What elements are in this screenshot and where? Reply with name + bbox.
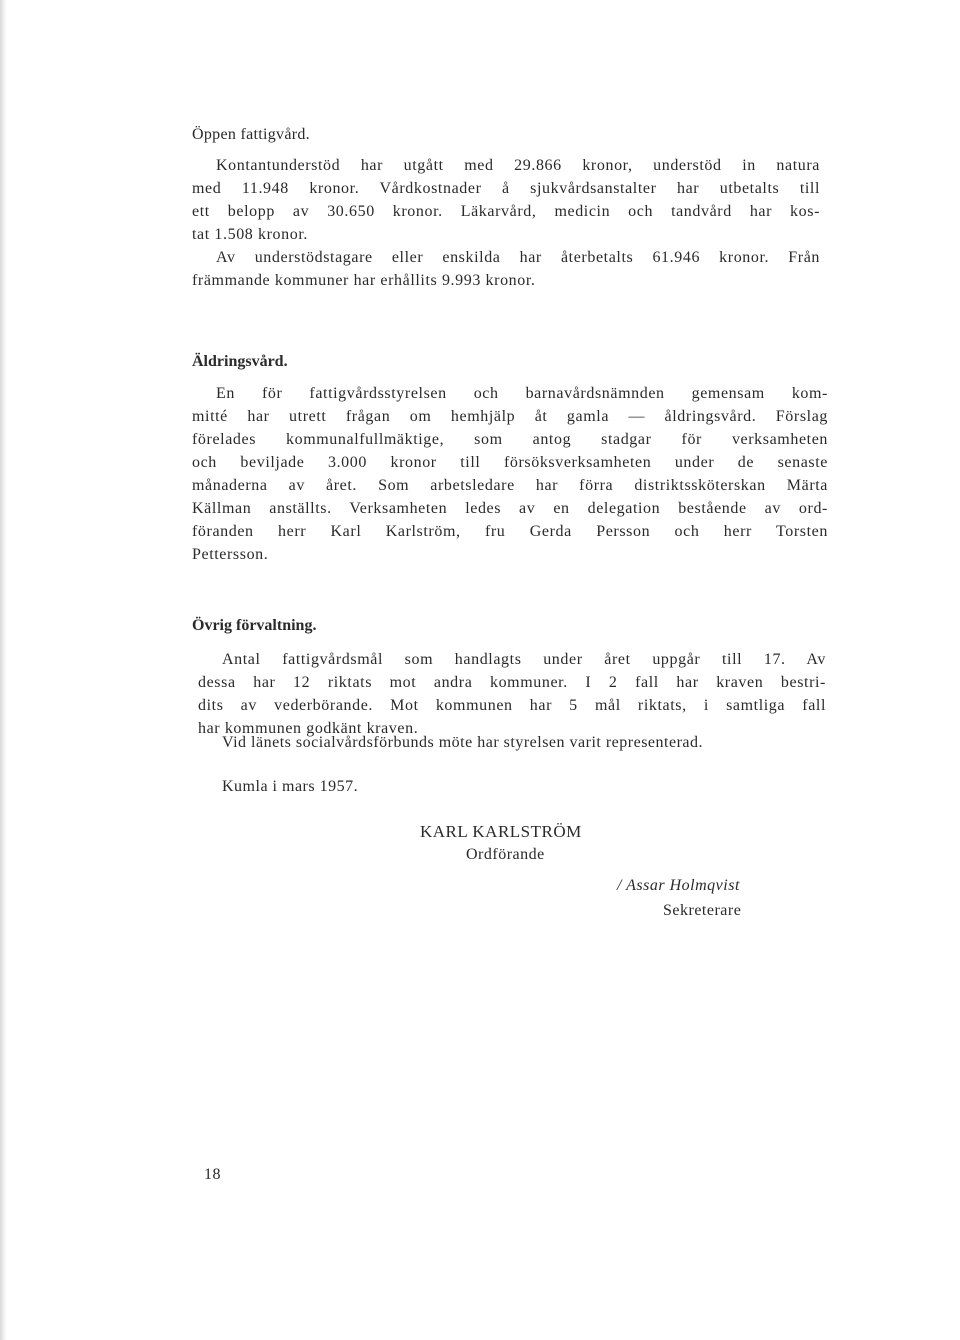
place-date: Kumla i mars 1957. xyxy=(222,778,359,795)
text-line: främmande kommuner har erhållits 9.993 kronor. xyxy=(192,272,536,289)
paragraph-oppen-fattigvard-1 xyxy=(192,154,820,246)
text-line: föranden herr Karl Karlström, fru Gerda Persson och herr Torsten xyxy=(192,523,828,540)
text-line: Av understödstagare eller enskilda har återbetalts 61.946 kronor. Från xyxy=(216,249,820,266)
text-line: med 11.948 kronor. Vårdkostnader å sjukvårdsanstalter har utbetalts till xyxy=(192,180,820,197)
text-line: månaderna av året. Som arbetsledare har förra distriktssköterskan Märta xyxy=(192,477,828,494)
text-line: dessa har 12 riktats mot andra kommuner. I 2 fall har kraven bestri- xyxy=(198,674,826,691)
heading-ovrig-forvaltning: Övrig förvaltning. xyxy=(192,617,317,634)
chair-title: Ordförande xyxy=(466,846,545,863)
text-line: En för fattigvårdsstyrelsen och barnavårdsnämnden gemensam kom- xyxy=(216,385,828,402)
text-line: ett belopp av 30.650 kronor. Läkarvård, medicin och tandvård har kos- xyxy=(192,203,820,220)
heading-aldringsvard: Äldringsvård. xyxy=(192,353,288,370)
chair-name: KARL KARLSTRÖM xyxy=(420,822,582,841)
scan-edge-shadow xyxy=(0,0,7,1340)
secretary-title: Sekreterare xyxy=(663,902,742,919)
text-line: förelades kommunalfullmäktige, som antog stadgar för verksamheten xyxy=(192,431,828,448)
text-line: mitté har utrett frågan om hemhjälp åt gamla — åldringsvård. Förslag xyxy=(192,408,828,425)
text-line: tat 1.508 kronor. xyxy=(192,226,308,243)
text-line: Antal fattigvårdsmål som handlagts under året uppgår till 17. Av xyxy=(222,651,826,668)
paragraph-ovrig-forvaltning-1 xyxy=(198,648,826,740)
page-number: 18 xyxy=(204,1166,221,1183)
paragraph-aldringsvard xyxy=(192,382,828,566)
secretary-name: / Assar Holmqvist xyxy=(617,877,740,894)
text-line: Kontantunderstöd har utgått med 29.866 kronor, understöd in natura xyxy=(216,157,820,174)
text-line: Pettersson. xyxy=(192,546,269,563)
text-line: och beviljade 3.000 kronor till försöksverksamheten under de senaste xyxy=(192,454,828,471)
paragraph-ovrig-forvaltning-2: Vid länets socialvårdsförbunds möte har styrelsen varit representerad. xyxy=(222,734,703,751)
text-line: har kommunen godkänt kraven. xyxy=(198,720,419,737)
paragraph-oppen-fattigvard-2 xyxy=(192,246,820,292)
text-line: dits av vederbörande. Mot kommunen har 5 mål riktats, i samtliga fall xyxy=(198,697,826,714)
heading-oppen-fattigvard: Öppen fattigvård. xyxy=(192,126,310,143)
text-line: Källman anställts. Verksamheten ledes av en delegation bestående av ord- xyxy=(192,500,828,517)
